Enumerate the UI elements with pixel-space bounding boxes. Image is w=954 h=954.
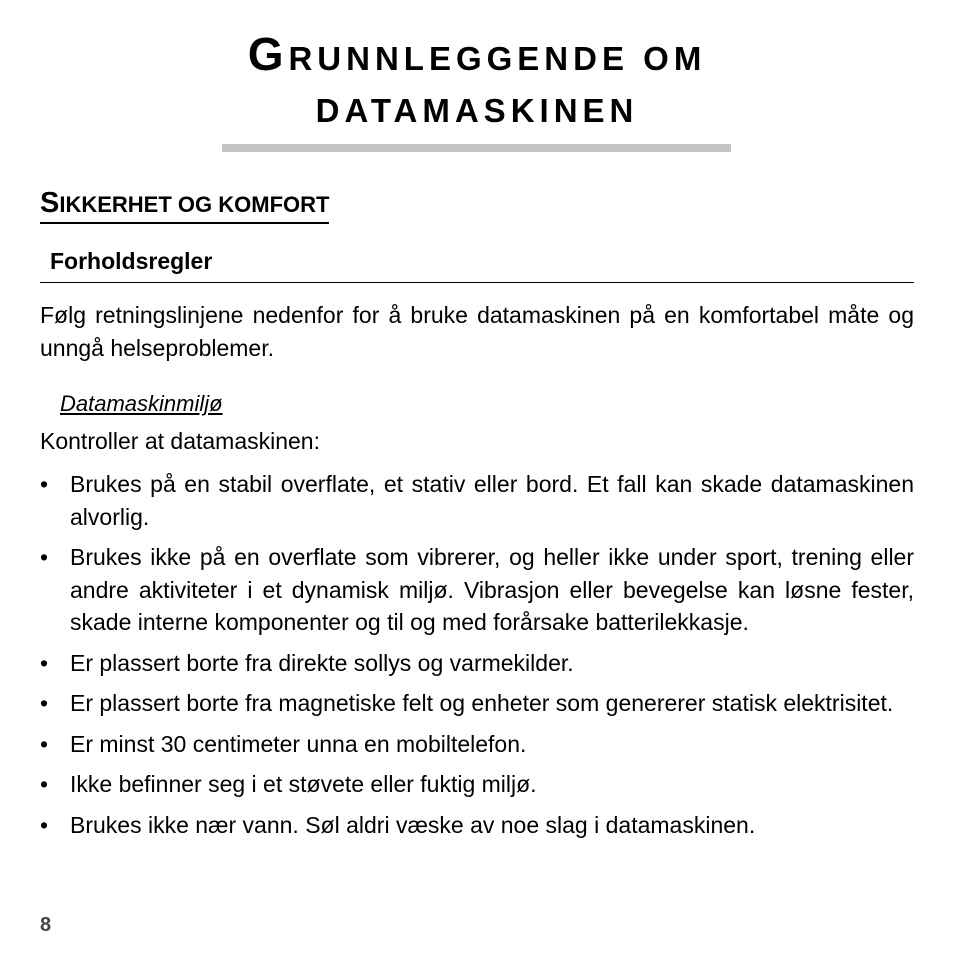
bullet-icon: • bbox=[40, 649, 49, 676]
list-item-text: Er plassert borte fra direkte sollys og varmekilder. bbox=[70, 649, 574, 676]
environment-heading: Datamaskinmiljø bbox=[60, 391, 223, 416]
list-item bbox=[40, 687, 914, 720]
list-item-text: Er minst 30 centimeter unna en mobiltelefon. bbox=[70, 730, 527, 757]
chapter-title-rest: RUNNLEGGENDE OM bbox=[288, 40, 707, 77]
bullet-icon: • bbox=[40, 730, 49, 757]
list-item-text: Brukes på en stabil overflate, et stativ eller bord. Et fall kan skade datamaskinen alvorlig. bbox=[70, 471, 914, 530]
page-number: 8 bbox=[40, 914, 52, 936]
bullet-icon: • bbox=[40, 690, 49, 716]
title-divider bbox=[222, 144, 731, 152]
list-item-text: Brukes ikke nær vann. Søl aldri væske av noe slag i datamaskinen. bbox=[70, 811, 756, 838]
section-title-rest: IKKERHET OG KOMFORT bbox=[59, 192, 330, 217]
section-title-initial: S bbox=[40, 187, 60, 219]
chapter-title-line-1 bbox=[0, 28, 954, 85]
bullet-icon: • bbox=[40, 544, 49, 570]
bullet-icon: • bbox=[40, 771, 49, 797]
list-item-text: Brukes ikke på en overflate som vibrerer, og heller ikke under sport, trening eller andre aktiviteter i et dynamisk miljø. Vibrasjon eller bevegelse kan løsne fester, skade interne komponenter og til og med forårsake batterilekkasje. bbox=[70, 544, 914, 635]
bullet-icon: • bbox=[40, 471, 49, 497]
list-item bbox=[40, 541, 914, 639]
list-item bbox=[40, 728, 914, 761]
list-item bbox=[40, 768, 914, 801]
environment-lead: Kontroller at datamaskinen: bbox=[40, 428, 320, 454]
list-item bbox=[40, 647, 914, 680]
environment-list bbox=[40, 468, 914, 849]
list-item bbox=[40, 809, 914, 842]
chapter-title-line-2: DATAMASKINEN bbox=[315, 92, 639, 129]
chapter-title-initial: G bbox=[247, 28, 289, 80]
subsection-heading bbox=[40, 246, 914, 283]
intro-paragraph: Følg retningslinjene nedenfor for å bruke datamaskinen på en komfortabel måte og unngå helseproblemer. bbox=[40, 302, 914, 361]
chapter-title bbox=[0, 28, 954, 137]
section-title bbox=[40, 186, 329, 224]
list-item-text: Er plassert borte fra magnetiske felt og enheter som genererer statisk elektrisitet. bbox=[70, 690, 894, 716]
bullet-icon: • bbox=[40, 811, 49, 838]
list-item bbox=[40, 468, 914, 533]
list-item-text: Ikke befinner seg i et støvete eller fuktig miljø. bbox=[70, 771, 537, 797]
subsection-title: Forholdsregler bbox=[50, 248, 213, 274]
